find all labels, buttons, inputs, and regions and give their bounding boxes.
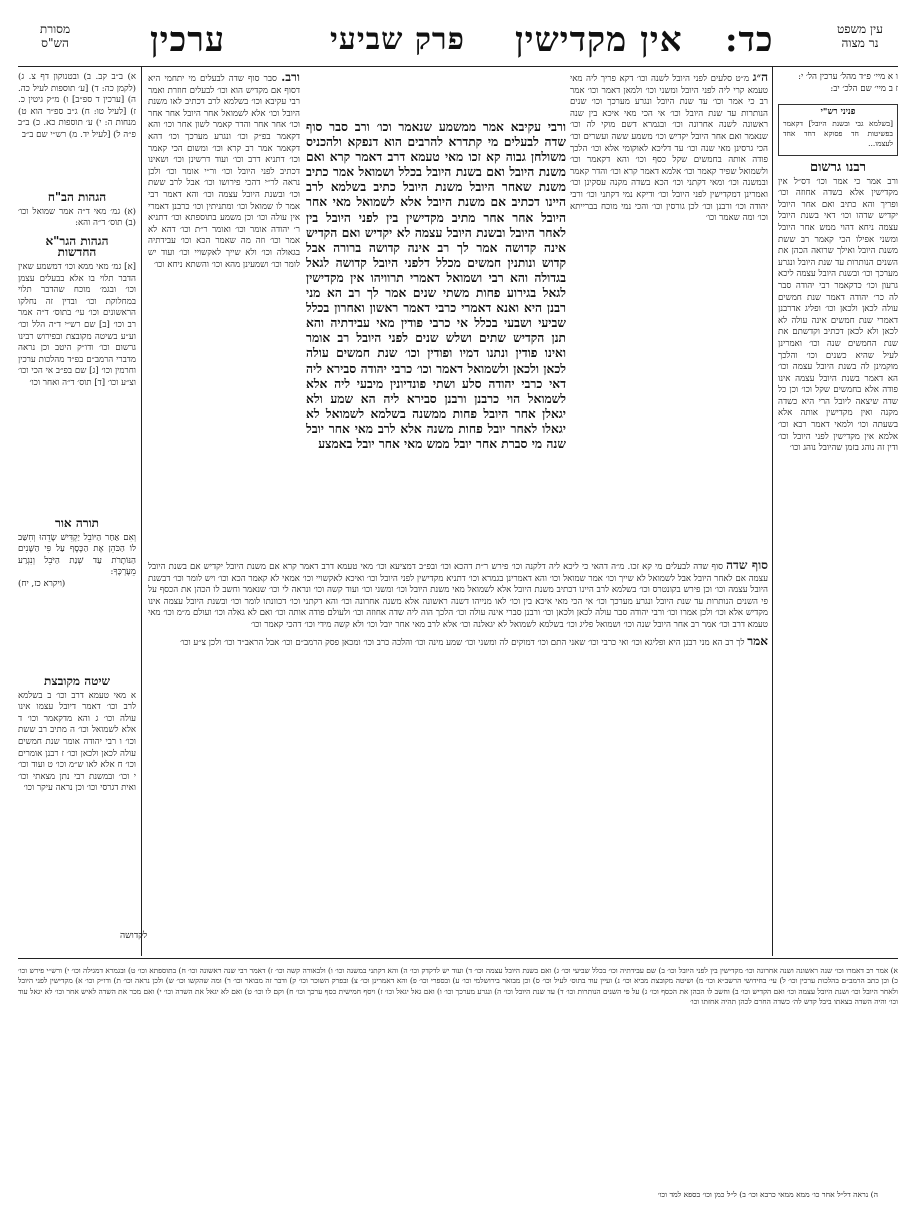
hagahot-gra-title-text: הגהות הגר"א (45, 233, 109, 248)
pnini-rashi-title: פניני רש"י (820, 107, 856, 117)
right-column-rule (772, 66, 773, 956)
gemara-text: ורבי עקיבא אמר ממשמע שנאמר וכו׳ ורב סבר סוף שדה לבעלים מי קתדרא להרבים הוא דנפקא ולהכניס משולחן גבוה קא זכו מאי טעמא דרב דאמר קרא ואם משנת היובל ואם בשנת היובל בכלל ושמואל אמר כתיב משנת שאחר היובל משנת היובל כתיב בשלמא לרב היינו דכתיב אם משנת היובל אלא לשמואל מאי אחר היובל אחר אחר מתיב מקדישין בין לפני היובל בין לאחר היובל ובשנת היובל עצמה לא יקדיש ואם הקדיש אינה קדושה אמר לך רב אינה קדושה ברורה אבל קדוש ונותנין חמשים מכלל דלפני היובל קדושה לגאל בגדולה והא רבי ושמואל דאמרי תרוויהו אין מקדישין לגאל בגירוע פחות משתי שנים אמר לך רב הא מני רבנן היא ואנא דאמרי כרבי דאמר ראשון ואחרון בכלל שביעי ושבעי בכלל אי כרבי פודין מאי עבידתיה והא תנן הקדיש שתים ושלש שנים לפני היובל רב אומר ואינו פודין ונתנו דמיו ופודין וכו׳ שנת חמשים עולה לכאן ולכאן ולשמואל דאמר וכו׳ כרבי יהודה סבירא ליה דאי כרבי יהודה סלע ושתי פונדיונין מיבעי ליה אלא לשמואל הוי כרבנן ורבנן סבירא ליה הא שמע ולא יגאלן אחר היובל פחות ממשנה בשלמא לשמואל לא יגאלו לאחר יובל פחות משנה אלא לרב מאי אחר יובל שנה מי סברת אחר יובל ממש מאי אחר יובל באמצע (306, 120, 566, 451)
tosafot-continuation-dibur: אמר (747, 633, 768, 648)
ein-mishpat-label-line1: עין משפט (837, 22, 883, 36)
rashi-text: ה״ג מ״ט סלעים לפני היובל לשנה וכו׳ דקא פריך ליה מאי טעמא קרי ליה לפני היובל ומשני וכו׳ ולמאן דאמר וכו׳ אמר רב כי אמר וכו׳ עד שנת היובל ונגרע מערכך וכו׳ שנים הנותרות עד שנת היובל וכו׳ אי הכי מאי איכא בין שנה ראשונה לשנה אחרונה וכו׳ ובגמרא דשם מוקי לה וכו׳ שנאמר ואם אחר היובל יקדיש וכו׳ משמע ששה ועשרים וכו׳ הכי גרסינן מאי שנה וכו׳ עד דליכא לאוקומי אלא וכו׳ הלכך פודה אותה בחמשים שקל כסף וכו׳ והא דקאמר וכו׳ ולשמואל שפיר קאמר וכו׳ אלמא דאמר קרא וכו׳ והדר קאמר ובמשנה וכו׳ ומאי דקתני וכו׳ הכא בשדה מקנה עסקינן וכו׳ ואמרינן דמקדישין לפני היובל וכו׳ ודיקא נמי דקתני וכו׳ ורבי יהודה וכו׳ ורבנן וכו׳ לכן גורסין וכו׳ והכי נמי מוכח בברייתא וכו׳ ומה שאמר וכו׳ (570, 72, 768, 224)
masoret-label-line1: מסורת (39, 22, 71, 36)
rabbeinu-gershom-column (778, 158, 898, 958)
ein-mishpat-line: ז ב מיי׳ שם הלכ׳ יב: (830, 83, 898, 94)
bottom-commentary-block (18, 966, 898, 1156)
masechet-title: ערכין (150, 20, 226, 60)
perek-label: פרק שביעי (330, 22, 465, 57)
shita-mekubetzet-text: א מאי טעמא דרב וכו׳ ב בשלמא לרב וכו׳ דאמר דיובל עצמו אינו עולה וכו׳ ג והא מדקאמר וכו׳ ד אלא לשמואל וכו׳ ה מתיב רב ששת וכו׳ ו רבי יהודה אומר שנת חמשים עולה לכאן ולכאן וכו׳ ז רבנן אומרים וכו׳ ח אלא לאו ש״מ וכו׳ ט ועוד וכו׳ י וכו׳ ובמשנת רבי נתן מצאתי וכו׳ ואית דגרסי וכו׳ וכן נראה עיקר וכו׳ (18, 690, 136, 794)
masoret-hashas-header (20, 22, 90, 50)
shita-mekubetzet-column (18, 670, 136, 955)
tosafot-lower-dibur: סוף שדה (726, 560, 768, 572)
bottom-commentary-text: א) אמר רב דאמרו וכו׳ שנה ראשונה ושנה אחרונה וכו׳ מקדישין בין לפני היובל וכו׳ ב) שם עבידתיה וכו׳ בכלל שביעי וכו׳ ג) ואם בשנת היובל עצמה וכו׳ ד) ועוד יש לדקדק וכו׳ ה) והא דקתני במשנה וכו׳ ו) ולכאורה קשה וכו׳ ז) דאמר רבי שנה ראשונה וכו׳ ח) בתוספתא וכו׳ ט) ובגמרא דמגילה וכו׳ י) ורש״י פירש וכו׳ כ) וכן כתב הרמב״ם בהלכות ערכין וכו׳ ל) עי׳ בחידושי הרשב״א וכו׳ מ) ושיטה מקובצת מביא וכו׳ נ) ועיין עוד בתוס׳ לעיל וכו׳ ס) וכן מבואר בירושלמי וכו׳ ע) ובספרי וכו׳ פ) והא דאמרינן וכו׳ צ) ובפרק השוכר וכו׳ ק) ודבר זה מבואר וכו׳ ר) ומה שהקשו וכו׳ ש) ולכן נראה וכו׳ ת) ודו״ק וכו׳ א) מקדישין לפני היובל ולאחר היובל וכו׳ ושנת היובל עצמה וכו׳ ואם הקדיש וכו׳ ב) וחשב לו הכהן את הכסף וכו׳ ג) על פי השנים הנותרות וכו׳ ד) עד שנת היובל וכו׳ ה) ונגרע מערכך וכו׳ ו) ואם גאל יגאל וכו׳ ז) ויסף חמישית כסף ערכך וכו׳ ח) וקם לו וכו׳ ט) ואם לא יגאל את השדה וכו׳ י) ואם מכר את השדה לאיש אחר וכו׳ לא יגאל עוד וכו׳ והיה השדה בצאתו ביבל קדש לה׳ כשדה החרם לכהן תהיה אחזתו וכו׳ (18, 966, 898, 1007)
ein-mishpat-label-line2: נר מצוה (841, 36, 879, 50)
hagahot-gra-subtitle: החדשות (57, 245, 97, 260)
tosafot-lower-block (148, 560, 768, 860)
tosafot-lower-text: סוף שדה סוף שדה לבעלים מי קא זכו. מ״ה דהאי כי ליכא ליה דלקנה וכו׳ פירש ר״ת דהכא וכו׳ ובפ״ב דמציעא וכו׳ מאי טעמא דרב דאמר קרא אם משנת היובל יקדיש אם בשנת היובל עצמה אם לאחר היובל אבל לשמואל לא שייך וכו׳ אמר שמואל וכו׳ והא דאמרינן בגמרא וכו׳ דתניא מקדישין לפני היובל וכו׳ ואיכא לאקשויי וכו׳ אמאי לא קאמר הכא וכו׳ ויש לומר וכו׳ דבשנת היובל עצמה וכו׳ וכן פירש בקונטרס וכו׳ בשלמא לרב היינו דכתיב משנת היובל אלא לשמואל מאי משנת היובל וכו׳ ומשני וכו׳ ועוד קשה וכו׳ ונראה לי וכו׳ שנאמר וחשב לו הכהן את הכסף על פי השנים הנותרות עד שנת היובל ונגרע מערכך וכו׳ אי הכי מאי איכא בין וכו׳ לאו מנייהו דשנה ראשונה אלא משנה אחרונה וכו׳ והא דקתני וכו׳ דכוונתו לומר וכו׳ ובשנת היובל עצמה אינו מקדיש אלא וכו׳ ולכן אמרו וכו׳ ורבי יהודה סבר עולה לכאן ולכאן וכו׳ ורבנן סברי אינה עולה וכו׳ הלכך הוה ליה שדה אחוזה וכו׳ ולעולם פודה אותה וכו׳ ואם לא גאלה וכו׳ ועולם מ״מ וכו׳ מאי טעמא דרב וכו׳ אמר רב אחר היובל שנה וכו׳ ושמואל פליג וכו׳ בשלמא לשמואל לא יגאלנה וכו׳ אלא לרב מאי אחר יובל וכו׳ ולא קשה מידי וכו׳ דהכי קאמר וכו׳ (148, 560, 768, 630)
rabbeinu-gershom-title: רבנו גרשום (809, 160, 867, 175)
torah-or-column (18, 512, 136, 662)
bottom-rule (18, 958, 898, 959)
torah-or-title: תורה אור (54, 516, 100, 530)
perek-name: אין מקדישין (515, 20, 683, 60)
shita-mekubetzet-title: שיטה מקובצת (44, 674, 110, 688)
rashi-column (570, 72, 768, 452)
tosafot-dibur: ורב. (281, 72, 300, 84)
pnini-rashi-box (778, 104, 898, 156)
gemara-text-column (306, 120, 566, 550)
left-column-rule (141, 66, 142, 956)
torah-or-text: וְאִם אַחַר הַיּוֹבֵל יַקְדִּישׁ שָׂדֵהוּ וְחִשַּׁב לוֹ הַכֹּהֵן אֶת הַכֶּסֶף עַל פִּי הַשָּׁנִים הַנּוֹתָרֹת עַד שְׁנַת הַיֹּבֵל וְנִגְרַע מֵעֶרְכֶּךָ: (18, 532, 136, 578)
header-rule (18, 66, 898, 67)
hagahot-column (18, 186, 136, 506)
masoret-hashas-text: א) ב״ב קב. ב) ובטנוקון דף צ. ג) (לקמן כה: ד) [ע׳ תוספות לעיל כה. ה) [ערכין ד ספ״ב] ו) מ״ק גיטין כ. ז) [לעיל טו: ח) ג״ב ספ״ר הוא ט) מנחות ה: י) ע׳ תוספות כא. כ) ב״ב פ״ה ל) [לעיל יד. מ) רש״י שם ב״ב (18, 72, 136, 140)
footer-word: לקדושה (120, 931, 148, 941)
hagahot-gra-text: [א] גמ׳ מאי ממא וכו׳ דמשמע שאין הדבר תלוי בו אלא בבעלים עצמן וכו׳ ובגמ׳ מוכח שהדבר תלוי במחלוקת וכו׳ ובדין זה נחלקו הראשונים וכו׳ עי׳ בתוס׳ ד״ה אמר רב וכו׳ [ב] שם רש״י ד״ה הלל וכו׳ וע״ע בשיטה מקובצת ובפירוש רבינו גרשום וכו׳ ודו״ק היטב וכן נראה מדברי הרמב״ם בפ״ד מהלכות ערכין וחרמין וכו׳ [ג] שם בפ״ב אי הכי וכו׳ וצ״ע וכו׳ [ד] תוס׳ ד״ה ואחר וכו׳ (18, 261, 136, 388)
masoret-hashas-column (18, 72, 136, 182)
tosafot-continuation: אמר לך רב הא מני רבנן היא ופליגא וכו׳ ואי כרבי וכו׳ שאני התם וכו׳ דמוקים לה ומשני וכו׳ שמע מינה וכו׳ והלכה כרב וכו׳ ומכאן פסק הרמב״ם וכו׳ אבל הראב״ד וכו׳ ולכן צ״ע וכו׳ (180, 633, 768, 648)
ein-mishpat-line: ו א מיי׳ פ״ד מהל׳ ערכין הל׳ י: (798, 72, 898, 82)
ein-mishpat-header (820, 22, 900, 50)
hagahot-habach-text: (א) גמ׳ מאי ד״ה אמר שמואל וכו׳ (ב) תוס׳ ד״ה והא: (18, 206, 136, 229)
pnini-rashi-text: [בשלמא גבי ובשנת היובל] דקאמר בפשיטות חד פסוקא דחד אחד לעצמו... (783, 118, 893, 149)
tosafot-column (148, 72, 300, 462)
rabbeinu-gershom-text: ורב אמר כי אמר וכו׳ דס״ל אין מקדישין אלא בשדה אחוזה וכו׳ ופריך והא כתיב ואם אחר היובל יקדיש שדהו וכו׳ דאי בשנת היובל עצמה ניחא דהוי ממש אחר היובל ומשני אפילו הכי קאמר רב ששת משנת היובל ואילך שרואה הכהן את השנים הנותרות עד שנת היובל ונגרע מערכך וכו׳ ובשנת היובל עצמה ליכא גרעון וכו׳ כדקאמר רבי יהודה סבר לה כר׳ יהודה דאמר שנת חמשים עולה לכאן ולכאן וכו׳ ופליג אדרבנן דאמרי שנת חמשים אינה עולה לא לכאן ולא לכאן דכתיב וקדשתם את שנת החמשים שנה וכו׳ ואמרינן לעיל שהיא כשנים וכו׳ והלכך מוקמינן לה בשנת היובל עצמה וכו׳ הא דאמר בשנת היובל עצמה אינו פודה אלא בחמשים שקל וכו׳ וכן כל שדה שיצאה ליובל הרי היא כשדה מקנה ואין מקדישין אותה אלא בשעתה וכו׳ ולמאי דאמר רבא וכו׳ אלמא אין מקדישין לפני היובל וכו׳ ודין זה נוהג בזמן שהיובל נוהג וכו׳ (778, 176, 898, 454)
daf-number: כד: (725, 20, 774, 60)
hagahot-habach-title: הגהות הב"ח (47, 190, 107, 204)
gemara-opening: ורבי עקיבא אמר ממשמע שנאמר וכו׳ (376, 120, 566, 134)
torah-or-ref: (ויקרא כז, יח) (18, 578, 66, 589)
tosafot-text: ורב. סבר סוף שדה לבעלים מי יתחמי היא דסוף אם מקדיש הוא וכו׳ לבעלים חוזרת ואמר רבי עקיבא וכו׳ בשלמא לרב דכתיב לאו משנת היובל וכו׳ אלא לשמואל אחר היובל אחר אחר וכו׳ אחר אחר והדר קאמר לשון אחר וכו׳ והא דקאמר בפ״ק וכו׳ ונגרע מערכך וכו׳ דהא דקאמר אמר רב קרא וכו׳ ומשום הכי קאמר וכו׳ דתניא דרב וכו׳ ועוד דרשינן וכו׳ ושאינו דכתיב לפני היובל וכו׳ ור״י אומר וכו׳ ולכן נראה לר״י דהכי פירושו וכו׳ אבל לרב ששת וכו׳ ובשנת היובל עצמה וכו׳ והא דאמר רבי אמר לו שמואל וכו׳ ומתניתין וכו׳ כרבנן דאמרי אין עולה וכו׳ וכן משמע בתוספתא וכו׳ דתניא ר׳ יהודה אומר וכו׳ ואומר ר״ת וכו׳ דהא לא אמר וכו׳ וזה מה שאמר הכא וכו׳ עבידתיה בגאולה וכו׳ ולא שייך לאקשויי וכו׳ ועוד יש לומר וכו׳ ושמעינן מהא וכו׳ והשתא ניחא וכו׳ (148, 72, 300, 270)
masoret-label-line2: הש"ס (41, 36, 69, 50)
rashi-dibur: ה״ג (752, 72, 768, 84)
hagahot-gra-title (18, 233, 136, 260)
footnote-line: ה) נראה דל״ל אחר כו׳ ממא ממאי כרבא וכו׳ ב) ל״ל כמן וכו׳ בספא למד וכו׳ (657, 1190, 878, 1199)
